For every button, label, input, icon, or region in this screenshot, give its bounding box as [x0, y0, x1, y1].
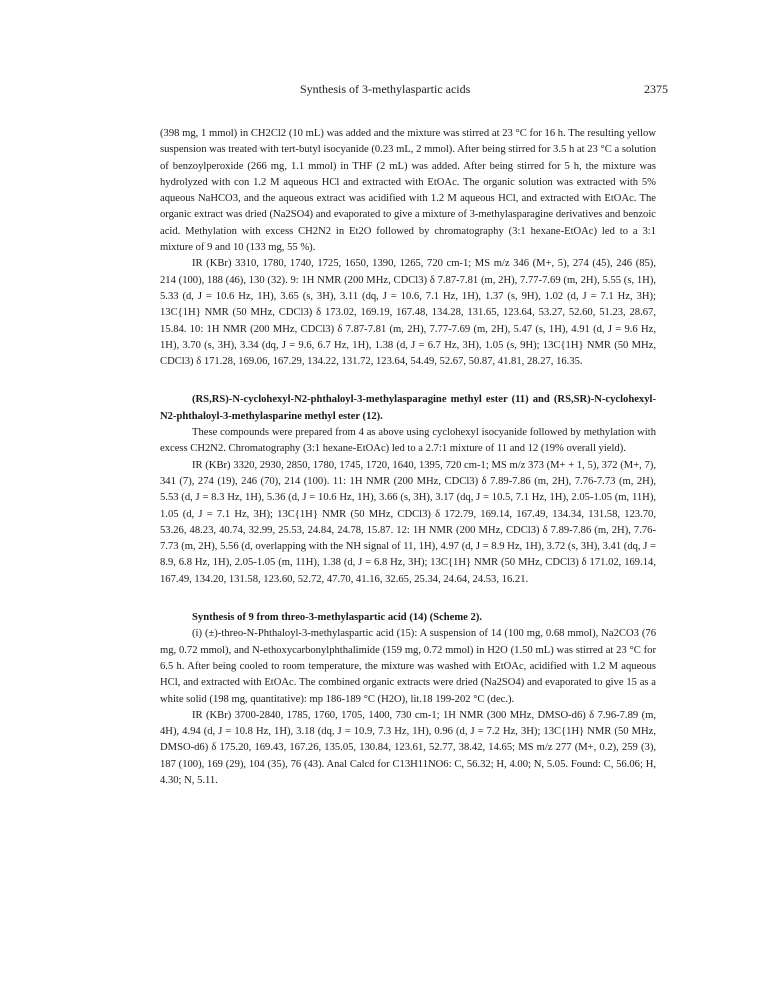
- page-header: [300, 82, 768, 98]
- paragraph-spectra-9-10: IR (KBr) 3310, 1780, 1740, 1725, 1650, 1390, 1265, 720 cm-1; MS m/z 346 (M+, 5), 274 (45), 246 (85), 214 (100), 188 (46), 130 (32). 9: 1H NMR (200 MHz, CDCl3) δ 7.87-7.81 (m, 2H), 7.77-7.69 (m, 2H), 5.55 (s, 1H), 5.33 (d, J = 10.6 Hz, 1H), 3.65 (s, 3H), 3.11 (dq, J = 10.6, 7.1 Hz, 1H), 1.37 (s, 9H), 1.02 (d, J = 7.1 Hz, 3H); 13C{1H} NMR (50 MHz, CDCl3) δ 173.02, 169.19, 167.48, 134.28, 131.65, 123.64, 53.27, 52.60, 51.23, 28.67, 15.84. 10: 1H NMR (200 MHz, CDCl3) δ 7.87-7.81 (m, 2H), 7.77-7.69 (m, 2H), 5.47 (s, 1H), 4.91 (d, J = 9.6 Hz, 1H), 3.70 (s, 3H), 3.34 (dq, J = 9.6, 6.7 Hz, 1H), 1.38 (d, J = 6.7 Hz, 3H), 1.05 (s, 9H); 13C{1H} NMR (50 MHz, CDCl3) δ 171.28, 169.06, 167.29, 134.22, 131.72, 123.64, 54.49, 52.67, 50.87, 41.81, 28.27, 16.35.: [160, 258, 656, 368]
- section-gap: [160, 588, 656, 610]
- paragraph-procedure-11-12: These compounds were prepared from 4 as above using cyclohexyl isocyanide followed by methylation with excess CH2N2. Chromatography (3:1 hexane-EtOAc) led to a 2.7:1 mixture of 11 and 12 (19% overall yield).: [160, 427, 656, 455]
- page-number: 2375: [644, 82, 668, 96]
- section-gap: [160, 370, 656, 392]
- paragraph-procedure-9-10: (398 mg, 1 mmol) in CH2Cl2 (10 mL) was added and the mixture was stirred at 23 °C for 16 h. The resulting yellow suspension was treated with tert-butyl isocyanide (0.23 mL, 2 mmol). After being stirred for 3.5 h at 23 °C a solution of benzoylperoxide (266 mg, 1.1 mmol) in THF (2 mL) was added. After being stirred for 5 h, the mixture was hydrolyzed with con 1.2 M aqueous HCl and extracted with EtOAc. The organic solution was extracted with 5% aqueous NaHCO3, and the aqueous extract was acidified with 1.2 M aqueous HCl, and extracted with EtOAc. The organic extract was dried (Na2SO4) and evaporated to give a mixture of 3-methylasparagine derivatives and benzoic acid. Methylation with excess CH2N2 in Et2O followed by chromatography (3:1 hexane-EtOAc) led to a 3:1 mixture of 9 and 10 (133 mg, 55 %).: [160, 128, 656, 254]
- article-body: [160, 126, 656, 789]
- paragraph-procedure-15: (i) (±)-threo-N-Phthaloyl-3-methylaspartic acid (15): A suspension of 14 (100 mg, 0.68 mmol), Na2CO3 (76 mg, 0.72 mmol), and N-ethoxycarbonylphthalimide (159 mg, 0.72 mmol) in H2O (1.50 mL) was stirred at 23 °C for 6.5 h. After being cooled to room temperature, the mixture was washed with EtOAc, acidified with 1.2 M aqueous HCl, and extracted with EtOAc. The combined organic extracts were dried (Na2SO4) and evaporated to give 15 as a white solid (198 mg, quantitative): mp 186-189 °C (H2O), lit.18 199-202 °C (dec.).: [160, 628, 656, 705]
- paragraph-spectra-11-12: IR (KBr) 3320, 2930, 2850, 1780, 1745, 1720, 1640, 1395, 720 cm-1; MS m/z 373 (M+ + 1, 5), 372 (M+, 7), 341 (7), 274 (19), 246 (70), 214 (100). 11: 1H NMR (200 MHz, CDCl3) δ 7.89-7.86 (m, 2H), 7.76-7.73 (m, 2H), 5.53 (d, J = 8.3 Hz, 1H), 5.36 (d, J = 10.6 Hz, 1H), 3.66 (s, 3H), 3.17 (dq, J = 10.5, 7.1 Hz, 1H), 2.05-1.05 (m, 11H), 1.05 (d, J = 7.1 Hz, 3H); 13C{1H} NMR (50 MHz, CDCl3) δ 172.79, 169.14, 167.49, 134.34, 131.58, 123.70, 53.26, 48.23, 40.74, 32.99, 25.53, 24.84, 24.78, 15.87. 12: 1H NMR (200 MHz, CDCl3) δ 7.89-7.86 (m, 2H), 7.76-7.73 (m, 2H), 5.56 (d, overlapping with the NH signal of 11, 1H), 4.97 (d, J = 8.9 Hz, 1H), 3.72 (s, 3H), 3.41 (dq, J = 8.9, 6.8 Hz, 1H), 2.05-1.05 (m, 11H), 1.38 (d, J = 6.8 Hz, 3H); 13C{1H} NMR (50 MHz, CDCl3) δ 171.02, 169.14, 167.49, 134.20, 131.58, 123.60, 52.72, 47.70, 41.16, 32.65, 25.34, 24.64, 24.53, 16.21.: [160, 459, 656, 585]
- section-heading-11-12: (RS,RS)-N-cyclohexyl-N2-phthaloyl-3-methylasparagine methyl ester (11) and (RS,SR)-N-cyclohexyl-N2-phthaloyl-3-methylasparine methyl ester (12).: [160, 394, 656, 422]
- section-heading-synthesis-9: Synthesis of 9 from threo-3-methylaspartic acid (14) (Scheme 2).: [192, 612, 483, 624]
- running-title: Synthesis of 3-methylaspartic acids: [300, 82, 471, 96]
- paragraph-spectra-15: IR (KBr) 3700-2840, 1785, 1760, 1705, 1400, 730 cm-1; 1H NMR (300 MHz, DMSO-d6) δ 7.96-7.89 (m, 4H), 4.94 (d, J = 10.8 Hz, 1H), 3.18 (dq, J = 10.9, 7.3 Hz, 1H), 0.96 (d, J = 7.2 Hz, 3H); 13C{1H} NMR (50 MHz, DMSO-d6) δ 175.20, 169.43, 167.26, 135.05, 130.84, 123.61, 52.77, 38.42, 14.65; MS m/z 277 (M+, 0.2), 259 (3), 187 (100), 169 (29), 104 (35), 76 (43). Anal Calcd for C13H11NO6: C, 56.32; H, 4.00; N, 5.05. Found: C, 56.06; H, 4.30; N, 5.11.: [160, 709, 656, 786]
